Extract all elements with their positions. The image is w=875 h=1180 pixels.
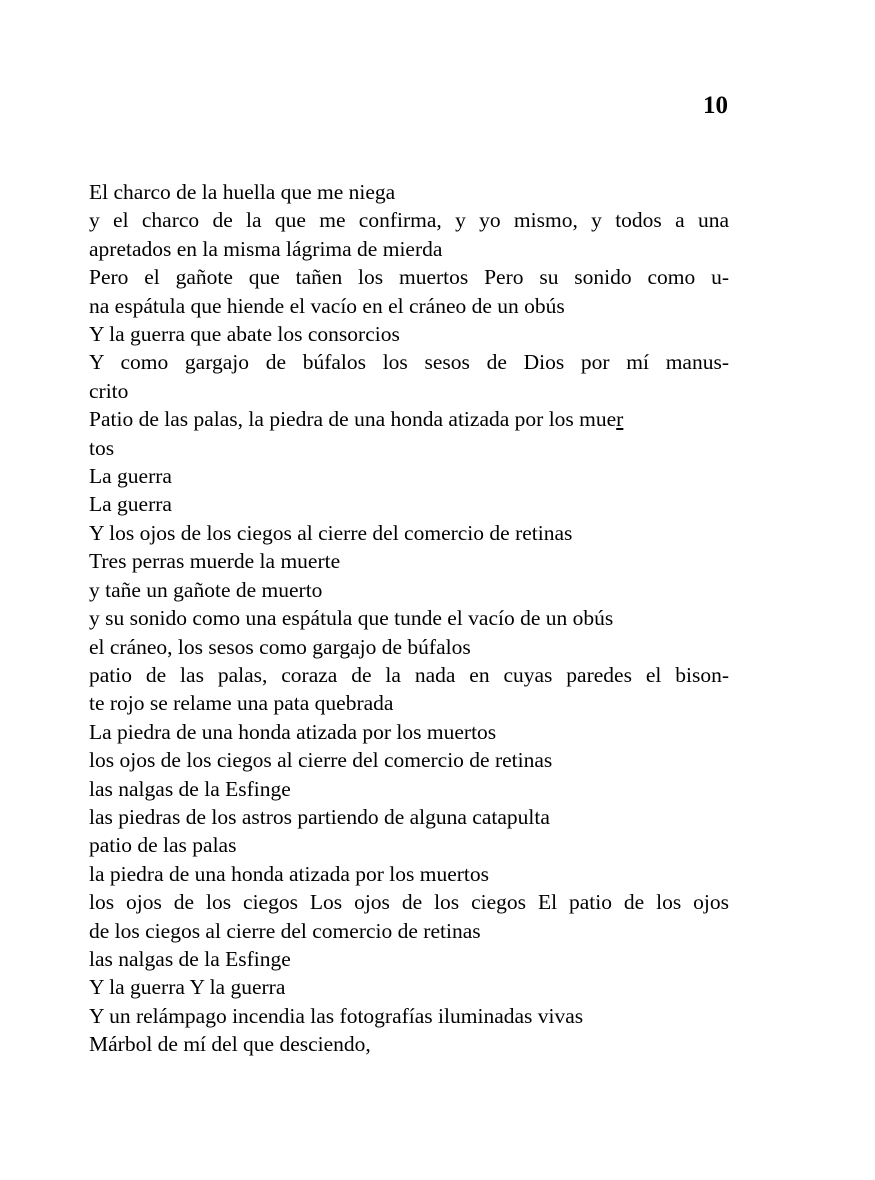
poem-line <box>89 292 729 320</box>
poem-line-text: Márbol de mí del que desciendo, <box>89 1032 371 1057</box>
poem-text <box>89 178 729 1059</box>
poem-line <box>89 689 729 717</box>
poem-line-text: Y la guerra que abate los consorcios <box>89 322 400 347</box>
poem-line-text: apretados en la misma lágrima de mierda <box>89 236 443 261</box>
poem-line-text: y su sonido como una espátula que tunde el vacío de un obús <box>89 606 614 631</box>
poem-line-text: y tañe un gañote de muerto <box>89 577 323 602</box>
poem-line <box>89 348 729 376</box>
poem-line <box>89 405 729 433</box>
poem-line <box>89 519 729 547</box>
poem-line <box>89 434 729 462</box>
poem-line-text: los ojos de los ciegos al cierre del comercio de retinas <box>89 748 553 773</box>
poem-line-text: Y los ojos de los ciegos al cierre del comercio de retinas <box>89 520 573 545</box>
poem-line <box>89 831 729 859</box>
poem-line-text: na espátula que hiende el vacío en el cráneo de un obús <box>89 293 565 318</box>
poem-line <box>89 661 729 689</box>
poem-line-text: Pero el gañote que tañen los muertos Pero su sonido como u- <box>89 265 729 290</box>
poem-line <box>89 235 729 263</box>
poem-line-text: Tres perras muerde la muerte <box>89 549 341 574</box>
underlined-letter: r <box>616 407 624 432</box>
poem-line <box>89 576 729 604</box>
poem-line-text: las piedras de los astros partiendo de alguna catapulta <box>89 804 550 829</box>
poem-line <box>89 547 729 575</box>
poem-line <box>89 746 729 774</box>
poem-line-text: La guerra <box>89 464 172 489</box>
poem-line-text: Y la guerra Y la guerra <box>89 975 286 1000</box>
poem-line-text: de los ciegos al cierre del comercio de retinas <box>89 918 481 943</box>
poem-line <box>89 860 729 888</box>
poem-line-text: tos <box>89 435 115 460</box>
poem-line-text: Y como gargajo de búfalos los sesos de Dios por mí manus- <box>89 350 729 375</box>
poem-line <box>89 490 729 518</box>
poem-line <box>89 775 729 803</box>
poem-line <box>89 604 729 632</box>
poem-line <box>89 633 729 661</box>
poem-line <box>89 320 729 348</box>
poem-line <box>89 718 729 746</box>
poem-line-text: La guerra <box>89 492 172 517</box>
poem-line-text: la piedra de una honda atizada por los muertos <box>89 861 489 886</box>
poem-line <box>89 206 729 234</box>
poem-line <box>89 945 729 973</box>
poem-line <box>89 803 729 831</box>
poem-line <box>89 263 729 291</box>
poem-line-text: crito <box>89 378 129 403</box>
poem-line <box>89 462 729 490</box>
page-number: 10 <box>703 92 728 119</box>
poem-line-text: las nalgas de la Esfinge <box>89 776 291 801</box>
poem-line <box>89 973 729 1001</box>
poem-line-text: El charco de la huella que me niega <box>89 180 396 204</box>
poem-line <box>89 917 729 945</box>
poem-line-text: Patio de las palas, la piedra de una honda atizada por los mue <box>89 407 617 432</box>
poem-line-text: las nalgas de la Esfinge <box>89 946 291 971</box>
poem-line-text: La piedra de una honda atizada por los muertos <box>89 719 497 744</box>
poem-line <box>89 1002 729 1030</box>
poem-line-text: y el charco de la que me confirma, y yo mismo, y todos a una <box>89 208 729 233</box>
poem-line-text: el cráneo, los sesos como gargajo de búfalos <box>89 634 471 659</box>
poem-line-text: patio de las palas <box>89 833 237 858</box>
poem-line <box>89 377 729 405</box>
poem-line <box>89 1030 729 1058</box>
poem-line-text: los ojos de los ciegos Los ojos de los ciegos El patio de los ojos <box>89 890 729 915</box>
poem-line <box>89 178 729 206</box>
poem-line-text: te rojo se relame una pata quebrada <box>89 691 394 716</box>
poem-line <box>89 888 729 916</box>
poem-line-text: Y un relámpago incendia las fotografías iluminadas vivas <box>89 1003 584 1028</box>
poem-line-text: patio de las palas, coraza de la nada en cuyas paredes el bison- <box>89 662 729 687</box>
